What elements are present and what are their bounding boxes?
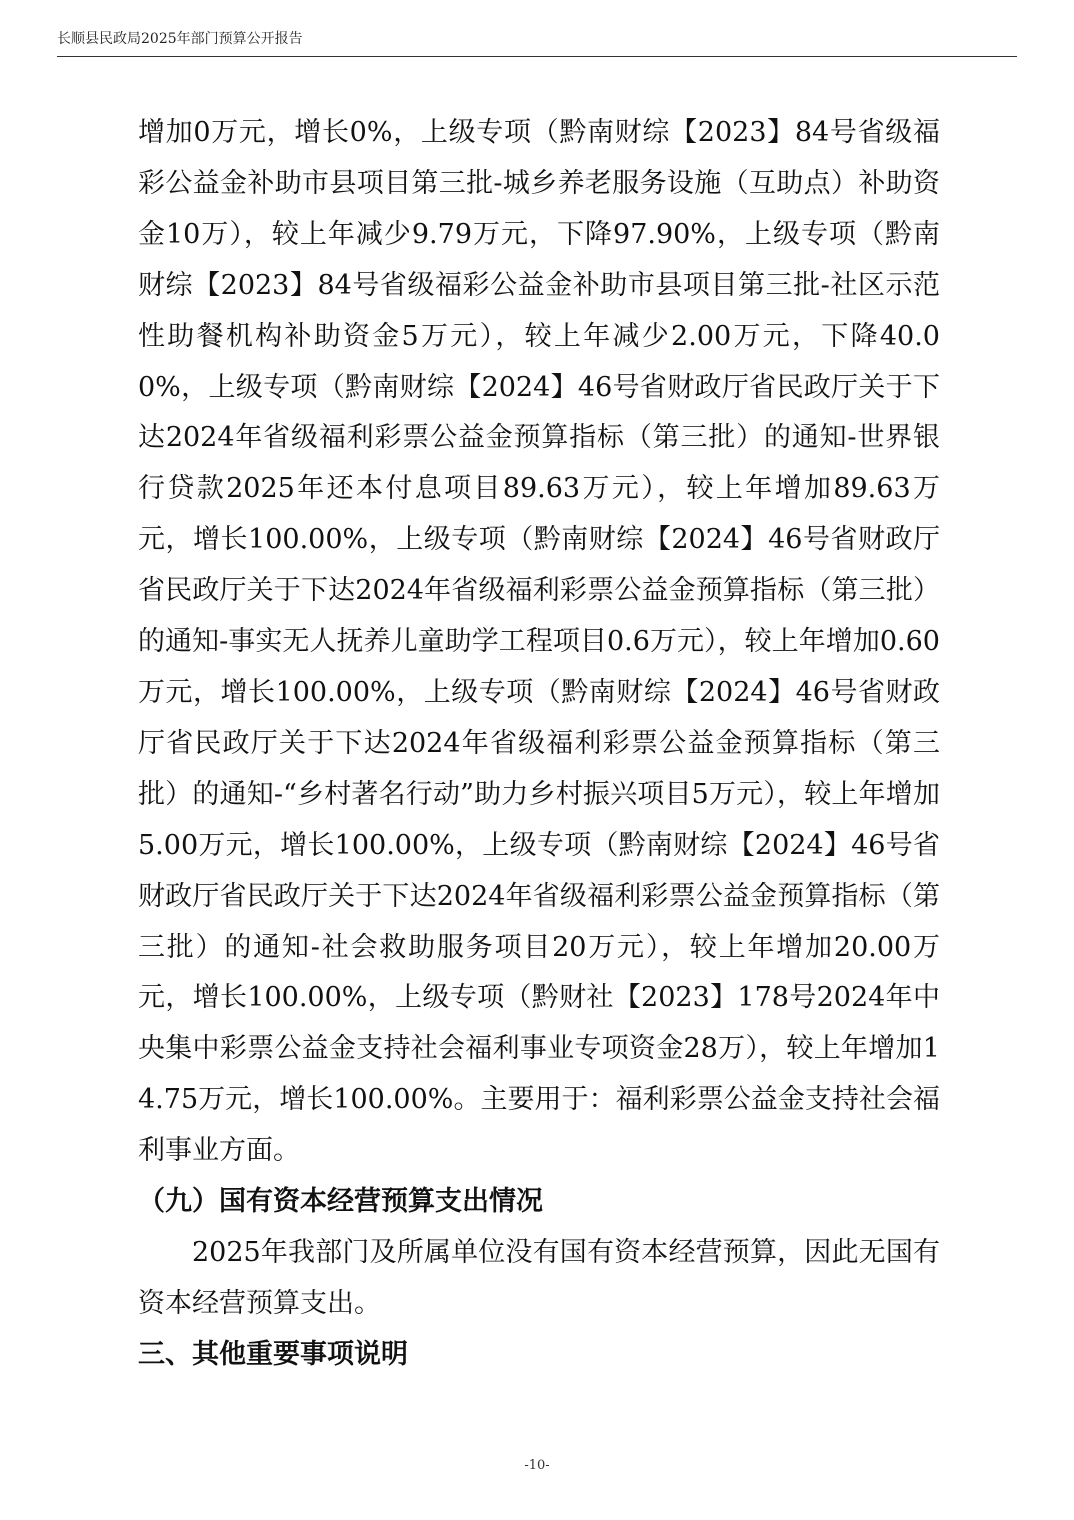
section-3-heading: 三、其他重要事项说明 [138,1338,408,1370]
page-header [57,28,1017,57]
section-9-heading: （九）国有资本经营预算支出情况 [138,1186,543,1218]
header-title: 长顺县民政局2025年部门预算公开报告 [57,31,303,47]
lottery-fund-paragraph: 增加0万元，增长0%，上级专项（黔南财综【2023】84号省级福彩公益金补助市县项目第三批-城乡养老服务设施（互助点）补助资金10万），较上年减少9.79万元，下降97.90%，上级专项（黔南财综【2023】84号省级福彩公益金补助市县项目第三批-社区示范性助餐机构补助资金5万元），较上年减少2.00万元，下降40.00%，上级专项（黔南财综【2024】46号省财政厅省民政厅关于下达2024年省级福利彩票公益金预算指标（第三批）的通知-世界银行贷款2025年还本付息项目89.63万元），较上年增加89.63万元，增长100.00%，上级专项（黔南财综【2024】46号省财政厅省民政厅关于下达2024年省级福利彩票公益金预算指标（第三批）的通知-事实无人抚养儿童助学工程项目0.6万元），较上年增加0.60万元，增长100.00%，上级专项（黔南财综【2024】46号省财政厅省民政厅关于下达2024年省级福利彩票公益金预算指标（第三批）的通知-“乡村著名行动”助力乡村振兴项目5万元），较上年增加5.00万元，增长100.00%，上级专项（黔南财综【2024】46号省财政厅省民政厅关于下达2024年省级福利彩票公益金预算指标（第三批）的通知-社会救助服务项目20万元），较上年增加20.00万元，增长100.00%，上级专项（黔财社【2023】178号2024年中央集中彩票公益金支持社会福利事业专项资金28万），较上年增加14.75万元，增长100.00%。主要用于：福利彩票公益金支持社会福利事业方面。 [138,117,940,1167]
page-footer [0,1458,1074,1473]
section-9-text: 2025年我部门及所属单位没有国有资本经营预算，因此无国有资本经营预算支出。 [138,1236,940,1319]
document-body [138,108,940,1381]
page-number: -10- [524,1458,550,1473]
